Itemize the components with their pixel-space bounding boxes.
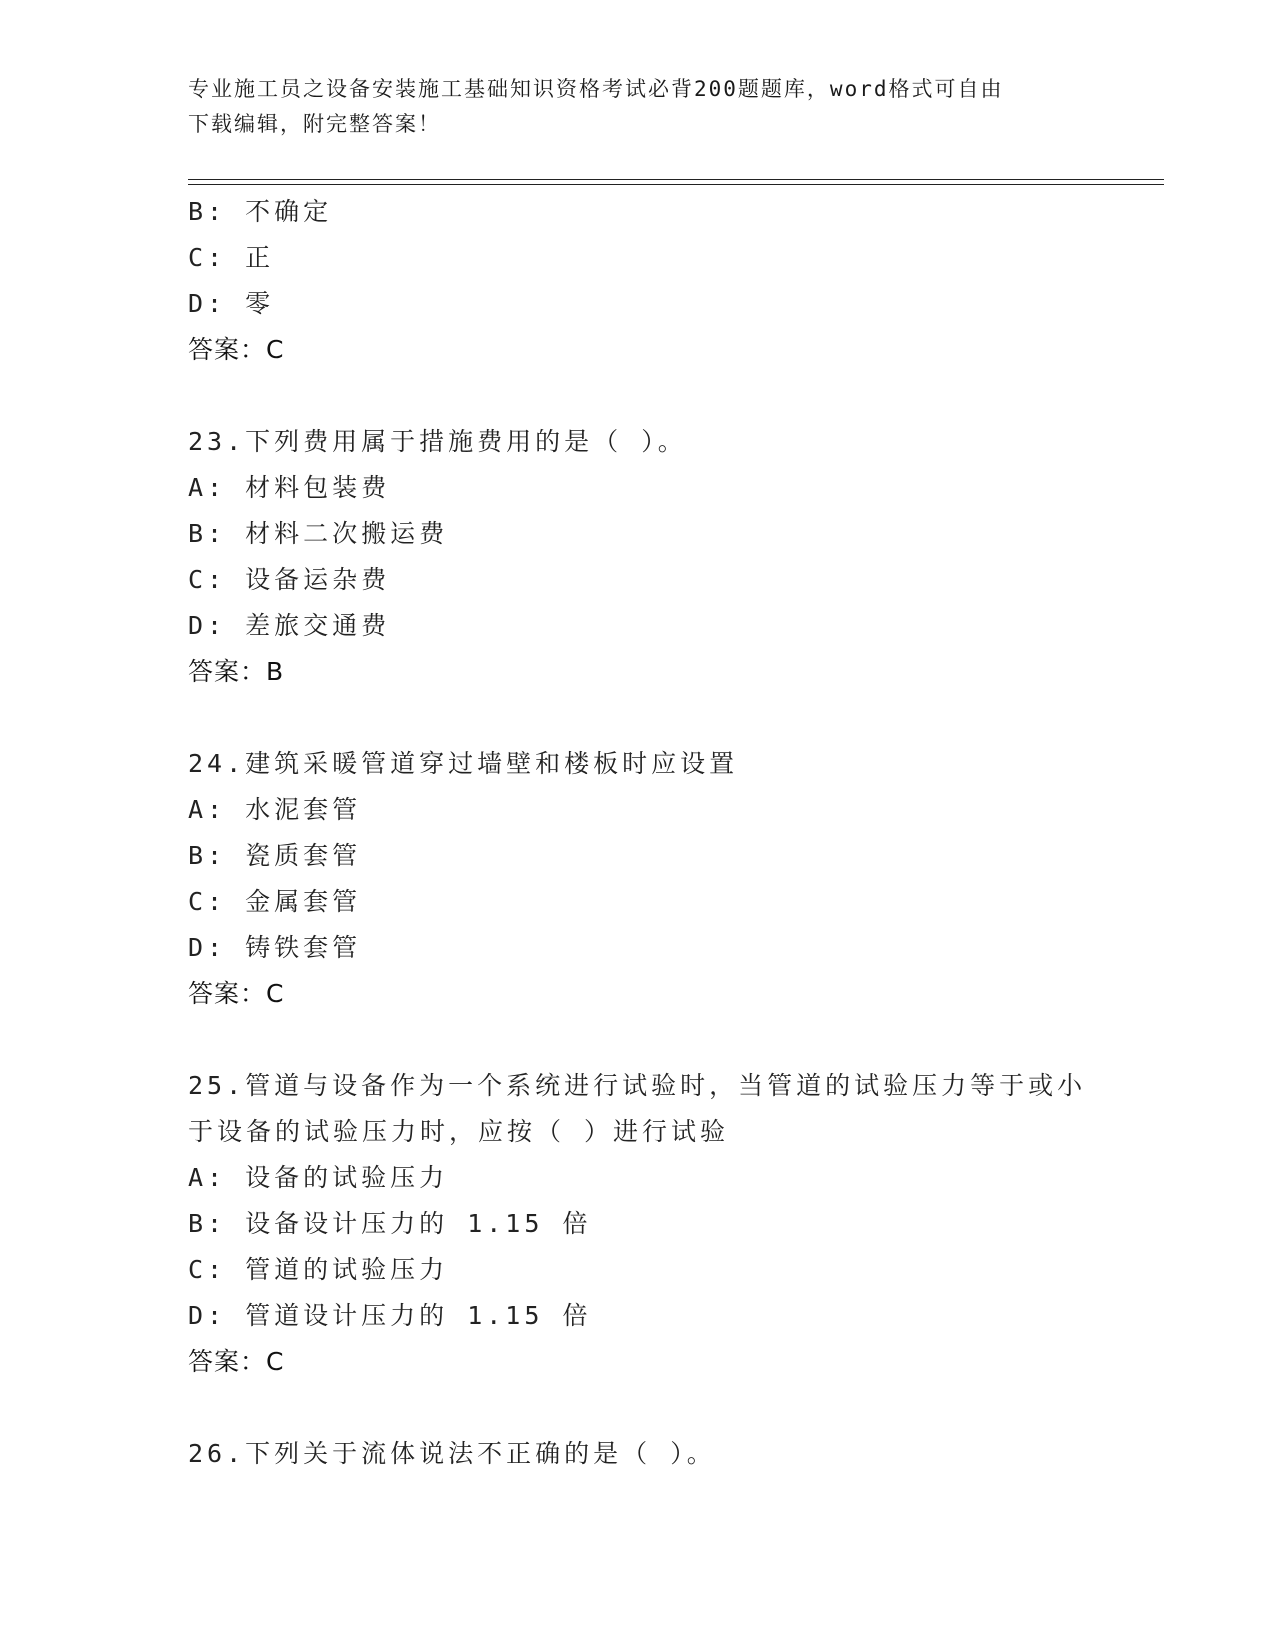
- answer-line: 答案：C: [188, 1347, 285, 1376]
- header-title-line1: 专业施工员之设备安装施工基础知识资格考试必背200题题库，word格式可自由: [188, 77, 1004, 101]
- question-text-line2: 于设备的试验压力时，应按（ ）进行试验: [188, 1117, 730, 1146]
- spacer: [188, 695, 1088, 741]
- question-23: [188, 419, 1088, 695]
- option-b: B: 瓷质套管: [188, 841, 362, 870]
- option-c: C: 管道的试验压力: [188, 1255, 449, 1284]
- option-d: D: 差旅交通费: [188, 611, 391, 640]
- spacer: [188, 1017, 1088, 1063]
- question-25: [188, 1063, 1088, 1385]
- option-c: C: 金属套管: [188, 887, 362, 916]
- document-header: [188, 72, 1078, 142]
- option-c: C: 正: [188, 243, 275, 272]
- answer-line: 答案：C: [188, 979, 285, 1008]
- question-text-line1: 25.管道与设备作为一个系统进行试验时，当管道的试验压力等于或小: [188, 1071, 1087, 1100]
- question-24: [188, 741, 1088, 1017]
- question-22-continued: [188, 189, 1088, 373]
- header-divider-bottom: [188, 184, 1164, 185]
- option-d: D: 管道设计压力的 1.15 倍: [188, 1301, 592, 1330]
- option-a: A: 设备的试验压力: [188, 1163, 449, 1192]
- option-b: B: 材料二次搬运费: [188, 519, 449, 548]
- question-list: [188, 189, 1088, 1477]
- spacer: [188, 1385, 1088, 1431]
- option-d: D: 零: [188, 289, 275, 318]
- option-c: C: 设备运杂费: [188, 565, 391, 594]
- question-26: [188, 1431, 1088, 1477]
- spacer: [188, 373, 1088, 419]
- answer-line: 答案：C: [188, 335, 285, 364]
- option-b: B: 设备设计压力的 1.15 倍: [188, 1209, 592, 1238]
- question-text: 26.下列关于流体说法不正确的是（ ）。: [188, 1439, 716, 1468]
- answer-line: 答案：B: [188, 657, 285, 686]
- option-a: A: 材料包装费: [188, 473, 391, 502]
- header-divider-top: [188, 179, 1164, 180]
- question-text: 24.建筑采暖管道穿过墙壁和楼板时应设置: [188, 749, 739, 778]
- option-d: D: 铸铁套管: [188, 933, 362, 962]
- header-title-line2: 下载编辑，附完整答案！: [188, 112, 441, 136]
- option-b: B: 不确定: [188, 197, 333, 226]
- question-text: 23.下列费用属于措施费用的是（ ）。: [188, 427, 687, 456]
- option-a: A: 水泥套管: [188, 795, 362, 824]
